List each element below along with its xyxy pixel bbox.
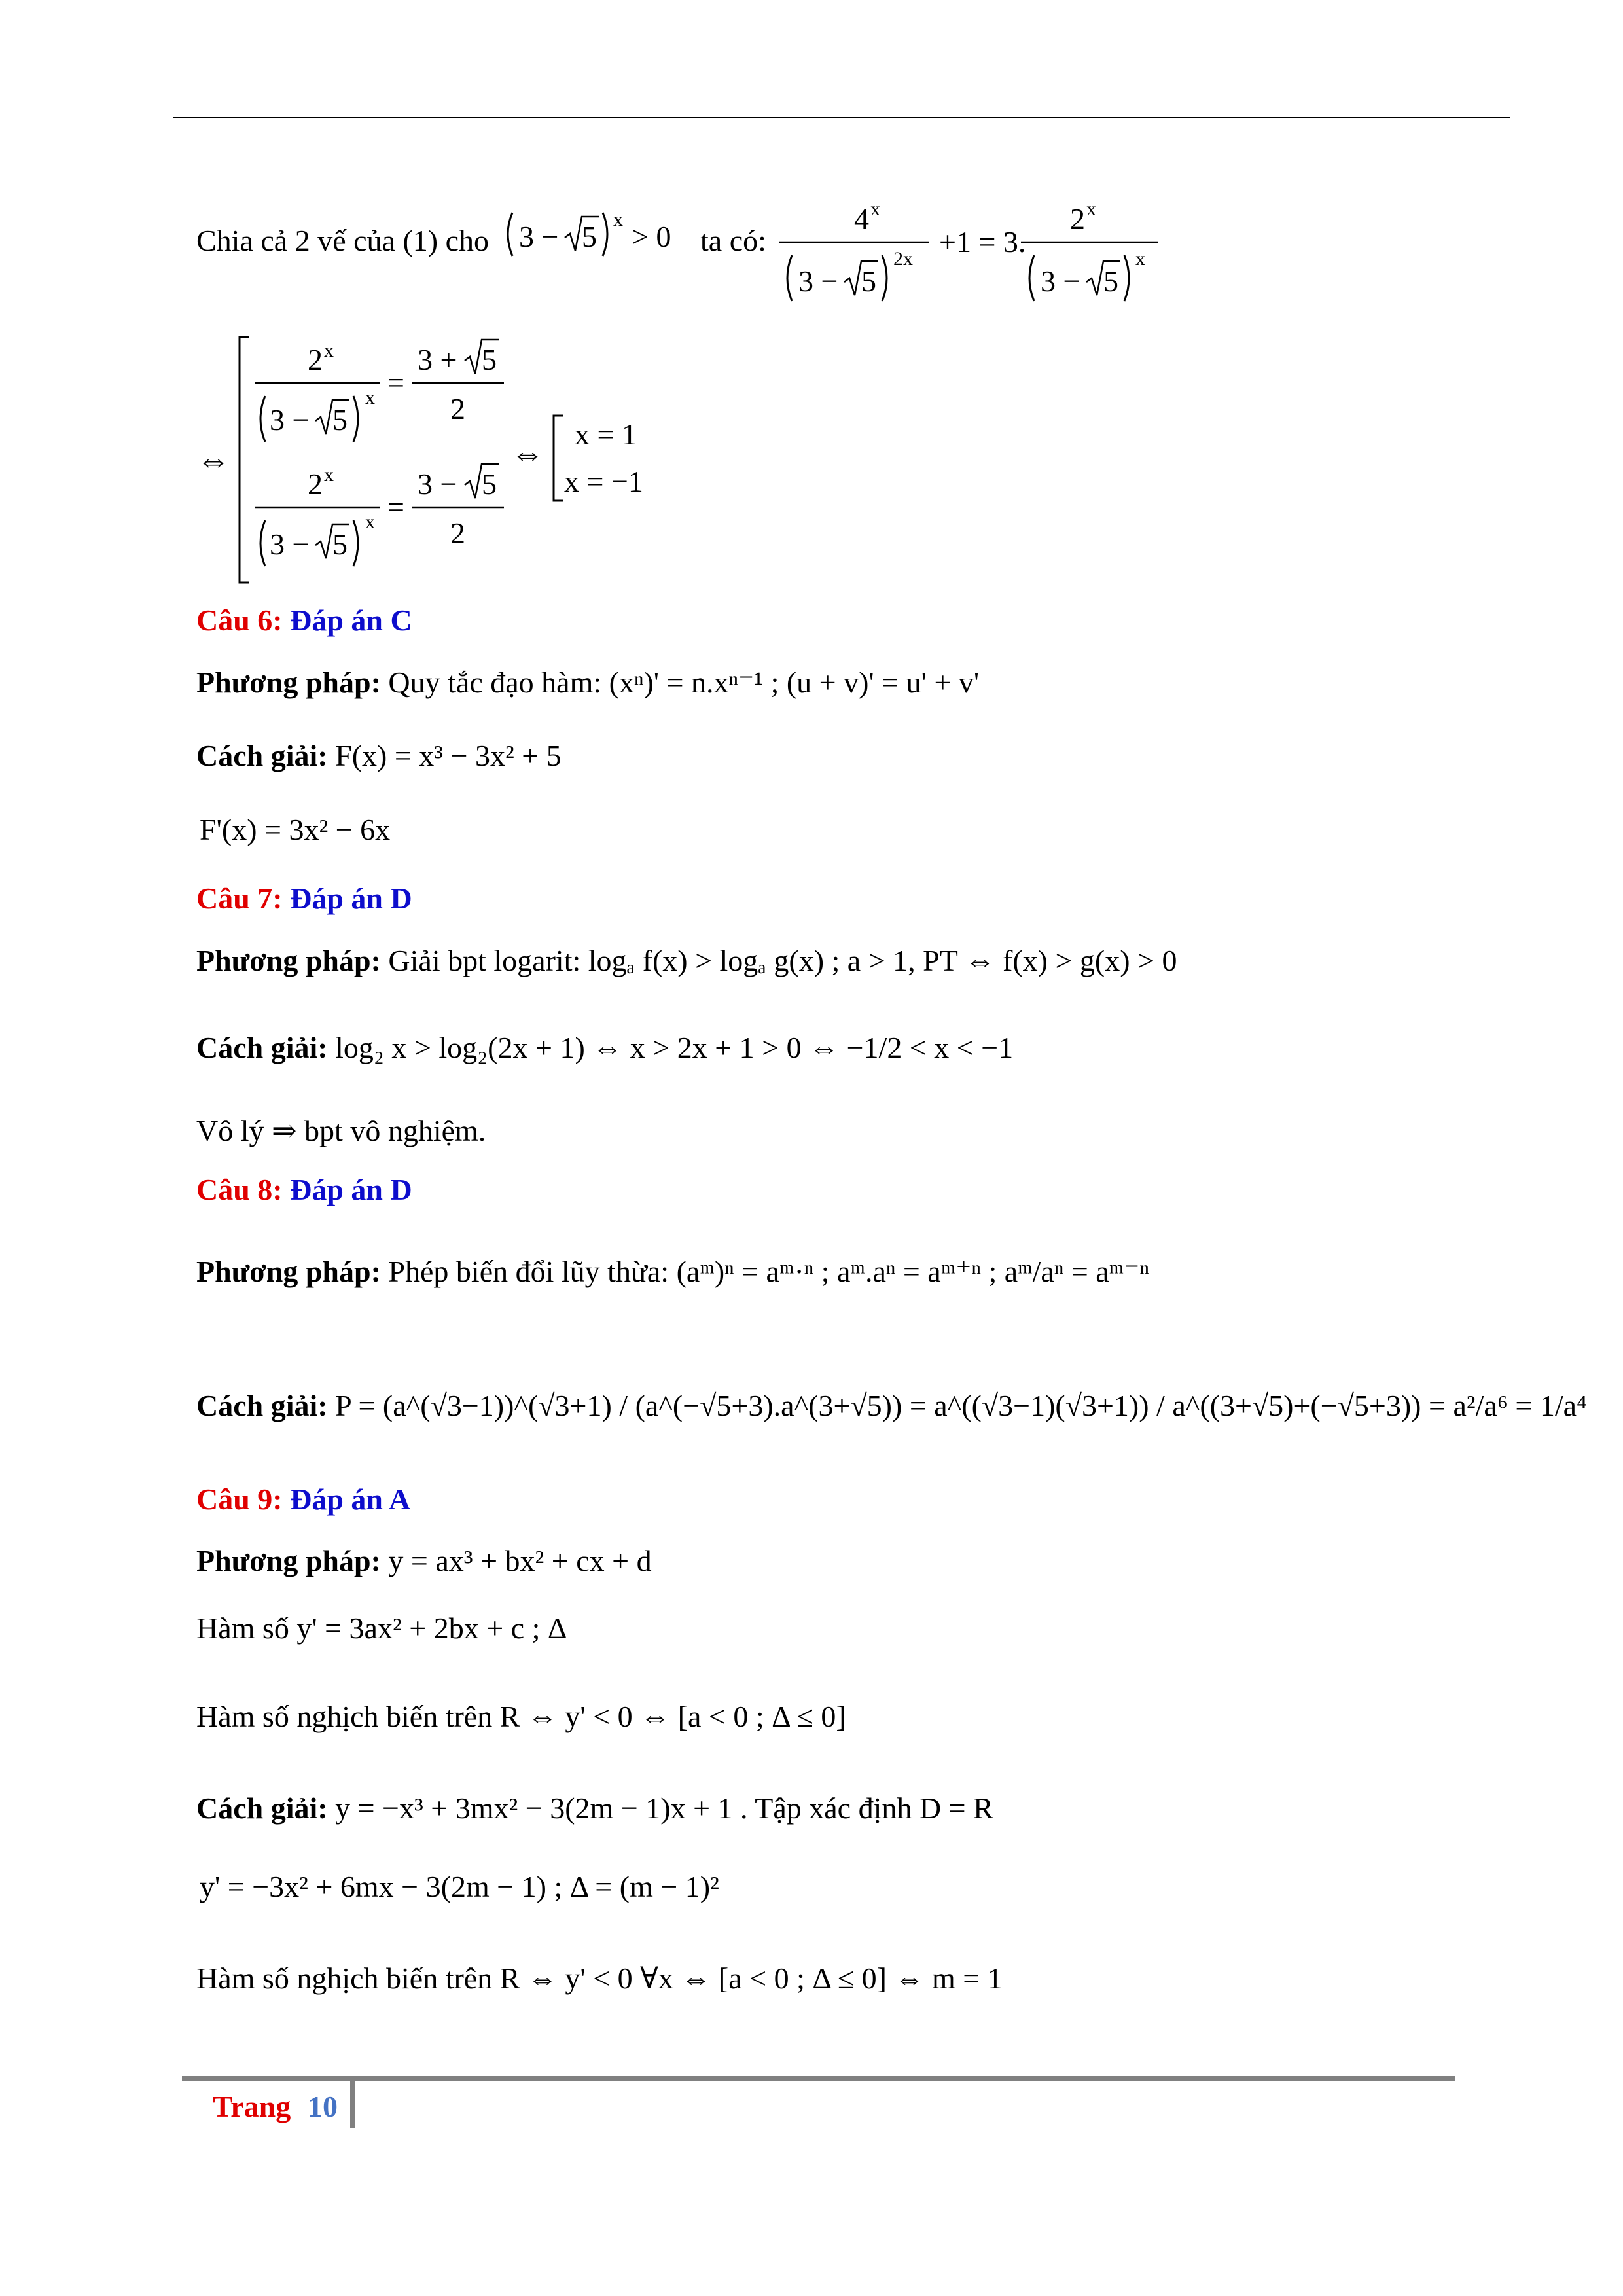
svg-text:2: 2: [450, 516, 465, 550]
svg-text:3 −: 3 −: [418, 467, 457, 501]
method-label: Phương pháp:: [196, 1544, 381, 1577]
question-9-title: Câu 9:: [196, 1482, 283, 1516]
method-formula: logₐ f(x) > logₐ g(x) ; a > 1, PT ⇔ f(x) > g(x) > 0: [588, 944, 1177, 977]
question-6-derivative: F'(x) = 3x² − 6x: [200, 813, 391, 846]
method-formula: y = ax³ + bx² + cx + d: [388, 1544, 652, 1577]
question-9-answer: Đáp án A: [290, 1482, 411, 1516]
svg-text:x: x: [324, 340, 334, 361]
equivalence-system: [196, 331, 720, 592]
solution-x1: x = 1: [575, 418, 637, 451]
svg-text:5: 5: [582, 220, 597, 253]
conclusion-formula: ⇒ bpt vô nghiệm.: [272, 1114, 486, 1147]
question-8-solution: [196, 1391, 1587, 1421]
svg-text:4: 4: [854, 202, 869, 236]
question-6-answer: Đáp án C: [290, 603, 412, 637]
svg-text:2: 2: [450, 392, 465, 425]
question-7-conclusion: [196, 1116, 486, 1146]
solution-label: Cách giải:: [196, 739, 328, 772]
svg-text:⇔: ⇔: [510, 435, 544, 473]
solution-label: Cách giải:: [196, 1389, 328, 1422]
svg-text:5: 5: [482, 343, 497, 376]
svg-text:2: 2: [308, 343, 323, 376]
svg-text:3 +: 3 +: [418, 343, 457, 376]
svg-text:x: x: [365, 511, 375, 533]
question-7-heading: [196, 884, 412, 914]
svg-text:> 0: > 0: [632, 220, 671, 253]
question-6-solution: [196, 741, 562, 771]
svg-text:5: 5: [1103, 264, 1118, 298]
final-text: Hàm số nghịch biến trên R: [196, 1962, 520, 1995]
question-7-title: Câu 7:: [196, 882, 283, 915]
question-6-title: Câu 6:: [196, 603, 283, 637]
intro-text-1: Chia cả 2 vế của (1) cho: [196, 224, 490, 257]
svg-text:3 −: 3 −: [519, 220, 559, 253]
question-9-solution: [196, 1793, 993, 1823]
footer-page-label: Trang: [213, 2090, 291, 2123]
svg-text:2: 2: [308, 467, 323, 501]
line-text: Hàm số nghịch biến trên R: [196, 1700, 520, 1733]
svg-text:5: 5: [861, 264, 876, 298]
svg-text:=: =: [387, 490, 404, 524]
svg-text:+1 = 3.: +1 = 3.: [939, 225, 1026, 259]
question-9-final: [196, 1964, 1003, 1994]
svg-text:x: x: [1086, 198, 1096, 220]
solution-formula: y = −x³ + 3mx² − 3(2m − 1)x + 1: [335, 1791, 733, 1825]
intro-line-2: [700, 226, 766, 256]
svg-text:2x: 2x: [893, 248, 913, 270]
svg-text:x: x: [613, 209, 623, 230]
solution-formula: F(x) = x³ − 3x² + 5: [335, 739, 562, 772]
method-formula: (xⁿ)' = n.xⁿ⁻¹ ; (u + v)' = u' + v': [609, 666, 980, 699]
method-label: Phương pháp:: [196, 666, 381, 699]
svg-text:5: 5: [332, 403, 348, 437]
conclusion-text: Vô lý: [196, 1114, 264, 1147]
line-formula: ⇔ y' < 0 ⇔ [a < 0 ; Δ ≤ 0]: [527, 1700, 846, 1733]
svg-text:3 −: 3 −: [798, 264, 838, 298]
svg-text:2: 2: [1070, 202, 1085, 236]
question-8-title: Câu 8:: [196, 1173, 283, 1206]
svg-text:5: 5: [332, 528, 348, 561]
solution-formula: log₂ x > log₂(2x + 1) ⇔ x > 2x + 1 > 0 ⇔ −1/2 < x < −1: [335, 1031, 1014, 1064]
question-7-method: [196, 946, 1177, 976]
svg-text:3 −: 3 −: [1041, 264, 1080, 298]
solution-x2: x = −1: [564, 465, 643, 498]
question-9-line-2: [196, 1702, 846, 1732]
question-7-answer: Đáp án D: [290, 882, 412, 915]
question-9-line-1: [196, 1613, 567, 1643]
intro-condition-formula: [501, 200, 717, 272]
question-9-heading: [196, 1484, 410, 1515]
question-9-derivative: y' = −3x² + 6mx − 3(2m − 1) ; Δ = (m − 1)²: [200, 1870, 719, 1903]
question-7-solution: [196, 1033, 1013, 1063]
method-formula: (aᵐ)ⁿ = aᵐ·ⁿ ; aᵐ.aⁿ = aᵐ⁺ⁿ ; aᵐ/aⁿ = aᵐ⁻ⁿ: [676, 1255, 1149, 1288]
svg-text:x: x: [365, 387, 375, 408]
question-8-method: [196, 1257, 1149, 1287]
question-8-answer: Đáp án D: [290, 1173, 412, 1206]
svg-text:=: =: [387, 366, 404, 399]
question-6-method: [196, 668, 979, 698]
method-text: Quy tắc đạo hàm:: [388, 666, 602, 699]
final-formula: ⇔ y' < 0 ∀x ⇔ [a < 0 ; Δ ≤ 0] ⇔ m = 1: [527, 1962, 1003, 1995]
svg-text:⇔: ⇔: [196, 442, 230, 479]
svg-text:3 −: 3 −: [270, 528, 310, 561]
svg-text:3 −: 3 −: [270, 403, 310, 437]
footer-rule: [182, 2076, 1455, 2081]
svg-text:5: 5: [482, 467, 497, 501]
line-formula: y' = 3ax² + 2bx + c ; Δ: [296, 1611, 567, 1645]
method-text: Phép biến đổi lũy thừa:: [388, 1255, 669, 1288]
method-text: Giải bpt logarit:: [388, 944, 581, 977]
footer-page-number: 10: [308, 2090, 338, 2123]
question-6-heading: [196, 605, 412, 636]
footer-divider: [350, 2080, 355, 2128]
solution-label: Cách giải:: [196, 1791, 328, 1825]
svg-text:x: x: [1135, 248, 1145, 270]
method-label: Phương pháp:: [196, 1255, 381, 1288]
intro-text-2: ta có:: [700, 224, 766, 257]
solution-formula: P = (a^(√3−1))^(√3+1) / (a^(−√5+3).a^(3+√5)) = a^((√3−1)(√3+1)) / a^((3+√5)+(−√5+3)) = a²/a⁶ = 1/a⁴: [335, 1389, 1588, 1422]
method-label: Phương pháp:: [196, 944, 381, 977]
solution-label: Cách giải:: [196, 1031, 328, 1064]
solution-domain: D = R: [919, 1791, 993, 1825]
question-8-heading: [196, 1175, 412, 1205]
solution-text: . Tập xác định: [740, 1791, 912, 1825]
header-rule: [173, 117, 1510, 118]
intro-equation: [779, 193, 1171, 317]
question-9-method: [196, 1546, 652, 1576]
line-text: Hàm số: [196, 1611, 289, 1645]
svg-text:x: x: [324, 464, 334, 486]
intro-line: [196, 226, 489, 256]
svg-text:x: x: [870, 198, 880, 220]
